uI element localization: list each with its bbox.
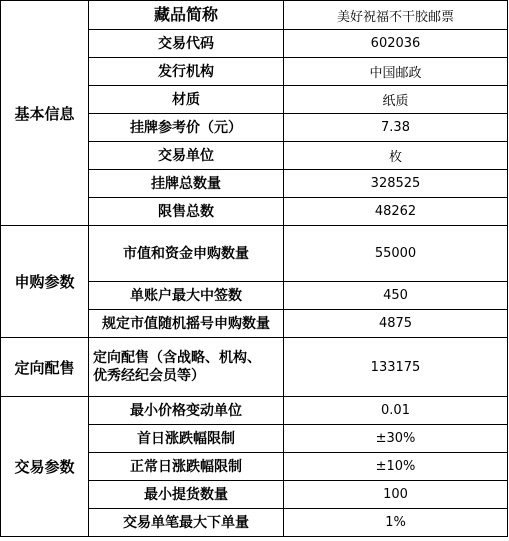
row-value-code: 602036 <box>284 30 508 58</box>
row-label-daily-limit: 正常日涨跌幅限制 <box>89 453 284 481</box>
row-label-total-qty: 挂牌总数量 <box>89 170 284 198</box>
category-basic-info: 基本信息 <box>1 1 89 226</box>
row-value-ref-price: 7.38 <box>284 114 508 142</box>
table-row <box>1 397 508 425</box>
row-label-first-day-limit: 首日涨跌幅限制 <box>89 425 284 453</box>
row-label-unit: 交易单位 <box>89 142 284 170</box>
row-label-min-delivery: 最小提货数量 <box>89 481 284 509</box>
table-row <box>1 1 508 30</box>
row-label-min-tick: 最小价格变动单位 <box>89 397 284 425</box>
row-label-ref-price: 挂牌参考价（元） <box>89 114 284 142</box>
row-label-placement-line1: 定向配售（含战略、机构、 <box>93 350 261 366</box>
row-value-name: 美好祝福不干胶邮票 <box>284 1 508 30</box>
row-value-min-delivery: 100 <box>284 481 508 509</box>
row-value-issuer: 中国邮政 <box>284 58 508 86</box>
row-label-mv-fund-qty: 市值和资金申购数量 <box>89 226 284 282</box>
row-value-min-tick: 0.01 <box>284 397 508 425</box>
row-value-material: 纸质 <box>284 86 508 114</box>
row-value-max-order: 1% <box>284 509 508 537</box>
row-value-first-day-limit: ±30% <box>284 425 508 453</box>
row-label-max-order: 交易单笔最大下单量 <box>89 509 284 537</box>
row-value-unit: 枚 <box>284 142 508 170</box>
row-value-random-qty: 4875 <box>284 310 508 338</box>
row-label-max-lots: 单账户最大中签数 <box>89 282 284 310</box>
row-label-placement-line2: 优秀经纪会员等） <box>93 368 205 384</box>
row-label-placement <box>89 338 284 397</box>
row-label-restricted: 限售总数 <box>89 198 284 226</box>
row-label-issuer: 发行机构 <box>89 58 284 86</box>
table-row <box>1 338 508 397</box>
row-label-random-qty: 规定市值随机摇号申购数量 <box>89 310 284 338</box>
row-label-name: 藏品简称 <box>89 1 284 30</box>
category-trading: 交易参数 <box>1 397 89 537</box>
row-label-material: 材质 <box>89 86 284 114</box>
row-value-placement: 133175 <box>284 338 508 397</box>
table-row <box>1 226 508 282</box>
category-placement: 定向配售 <box>1 338 89 397</box>
row-label-code: 交易代码 <box>89 30 284 58</box>
row-value-max-lots: 450 <box>284 282 508 310</box>
row-value-total-qty: 328525 <box>284 170 508 198</box>
row-value-mv-fund-qty: 55000 <box>284 226 508 282</box>
row-value-daily-limit: ±10% <box>284 453 508 481</box>
row-value-restricted: 48262 <box>284 198 508 226</box>
category-subscription: 申购参数 <box>1 226 89 338</box>
